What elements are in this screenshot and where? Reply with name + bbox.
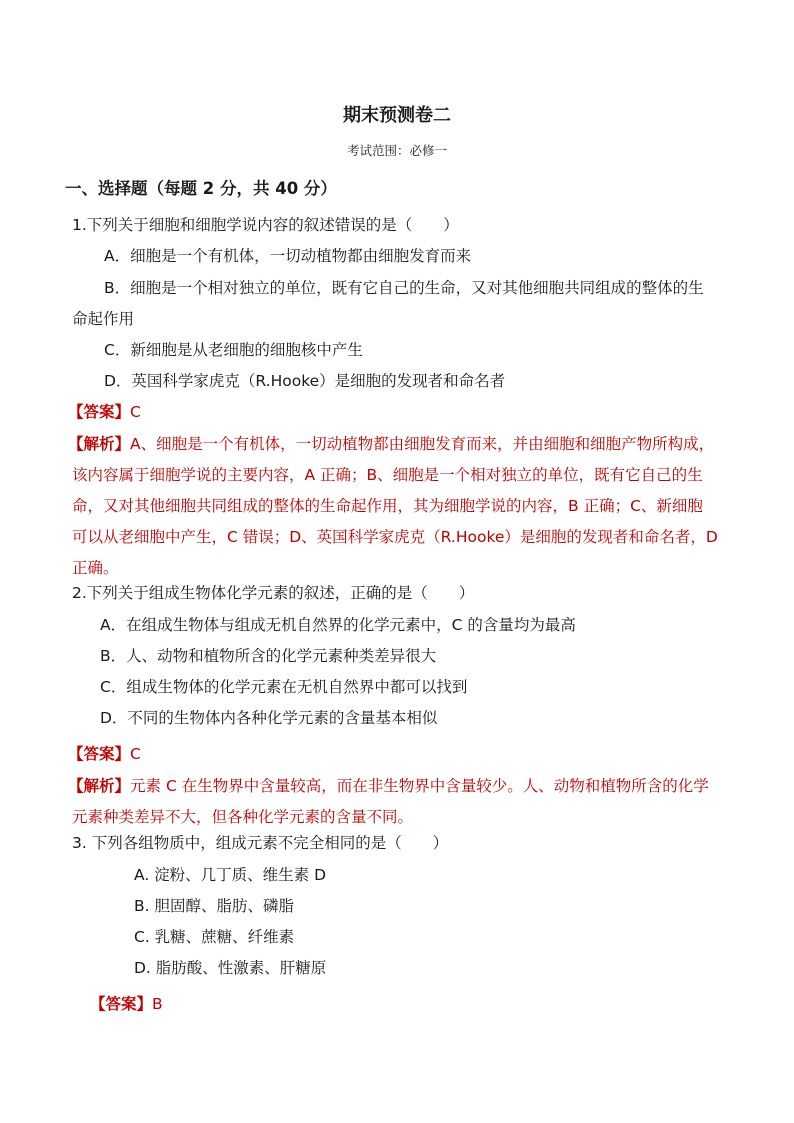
question-1-option-a: A．细胞是一个有机体，一切动植物都由细胞发育而来: [104, 247, 472, 265]
question-1-option-c: C．新细胞是从老细胞的细胞核中产生: [104, 341, 363, 359]
question-1-option-d: D．英国科学家虎克（R.Hooke）是细胞的发现者和命名者: [104, 372, 506, 390]
answer-label: 【答案】: [68, 745, 131, 763]
question-1-answer: [68, 401, 141, 423]
question-3-stem: 3. 下列各组物质中，组成元素不完全相同的是（ ）: [72, 834, 449, 852]
exam-scope: 考试范围：必修一: [346, 143, 447, 158]
answer-value: C: [130, 403, 141, 421]
question-3-option-a: A. 淀粉、几丁质、维生素 D: [134, 866, 327, 884]
question-3-option-b: B. 胆固醇、脂肪、磷脂: [134, 897, 294, 915]
question-1-option-b: B．细胞是一个相对独立的单位，既有它自己的生命，又对其他细胞共同组成的整体的生: [104, 279, 704, 297]
answer-label: 【答案】: [68, 403, 131, 421]
question-1-analysis: [68, 433, 714, 455]
analysis-line: 命，又对其他细胞共同组成的整体的生命起作用，其为细胞学说的内容，B 正确；C、新细胞: [72, 497, 703, 515]
answer-value: B: [152, 995, 163, 1013]
question-2-stem: 2.下列关于组成生物体化学元素的叙述，正确的是（ ）: [72, 584, 475, 602]
analysis-line: 可以从老细胞中产生，C 错误；D、英国科学家虎克（R.Hooke）是细胞的发现者和命名者，D: [72, 528, 718, 546]
answer-label: 【答案】: [90, 995, 153, 1013]
question-3-option-c: C. 乳糖、蔗糖、纤维素: [134, 928, 295, 946]
analysis-label: 【解析】: [68, 435, 131, 453]
question-2-option-b: B．人、动物和植物所含的化学元素种类差异很大: [100, 647, 437, 665]
question-2-option-c: C．组成生物体的化学元素在无机自然界中都可以找到: [100, 678, 468, 696]
question-3-answer: [90, 993, 163, 1015]
analysis-line: 正确。: [72, 559, 119, 577]
analysis-label: 【解析】: [68, 777, 131, 795]
question-2-option-d: D．不同的生物体内各种化学元素的含量基本相似: [100, 709, 438, 727]
analysis-line: A、细胞是一个有机体，一切动植物都由细胞发育而来，并由细胞和细胞产物所构成，: [130, 435, 715, 453]
question-1-option-b-continued: 命起作用: [72, 310, 135, 328]
page-title: 期末预测卷二: [343, 105, 451, 126]
question-2-option-a: A．在组成生物体与组成无机自然界的化学元素中，C 的含量均为最高: [100, 616, 576, 634]
question-2-analysis: [68, 775, 709, 797]
question-1-stem: 1.下列关于细胞和细胞学说内容的叙述错误的是（ ）: [72, 216, 459, 234]
answer-value: C: [130, 745, 141, 763]
analysis-line: 元素种类差异不大，但各种化学元素的含量不同。: [72, 808, 414, 826]
analysis-line: 该内容属于细胞学说的主要内容，A 正确；B、细胞是一个相对独立的单位，既有它自己的生: [72, 466, 703, 484]
section-heading: 一、选择题（每题 2 分，共 40 分）: [65, 179, 337, 198]
question-2-answer: [68, 743, 141, 765]
analysis-line: 元素 C 在生物界中含量较高，而在非生物界中含量较少。人、动物和植物所含的化学: [130, 777, 709, 795]
question-3-option-d: D. 脂肪酸、性激素、肝糖原: [134, 959, 327, 977]
